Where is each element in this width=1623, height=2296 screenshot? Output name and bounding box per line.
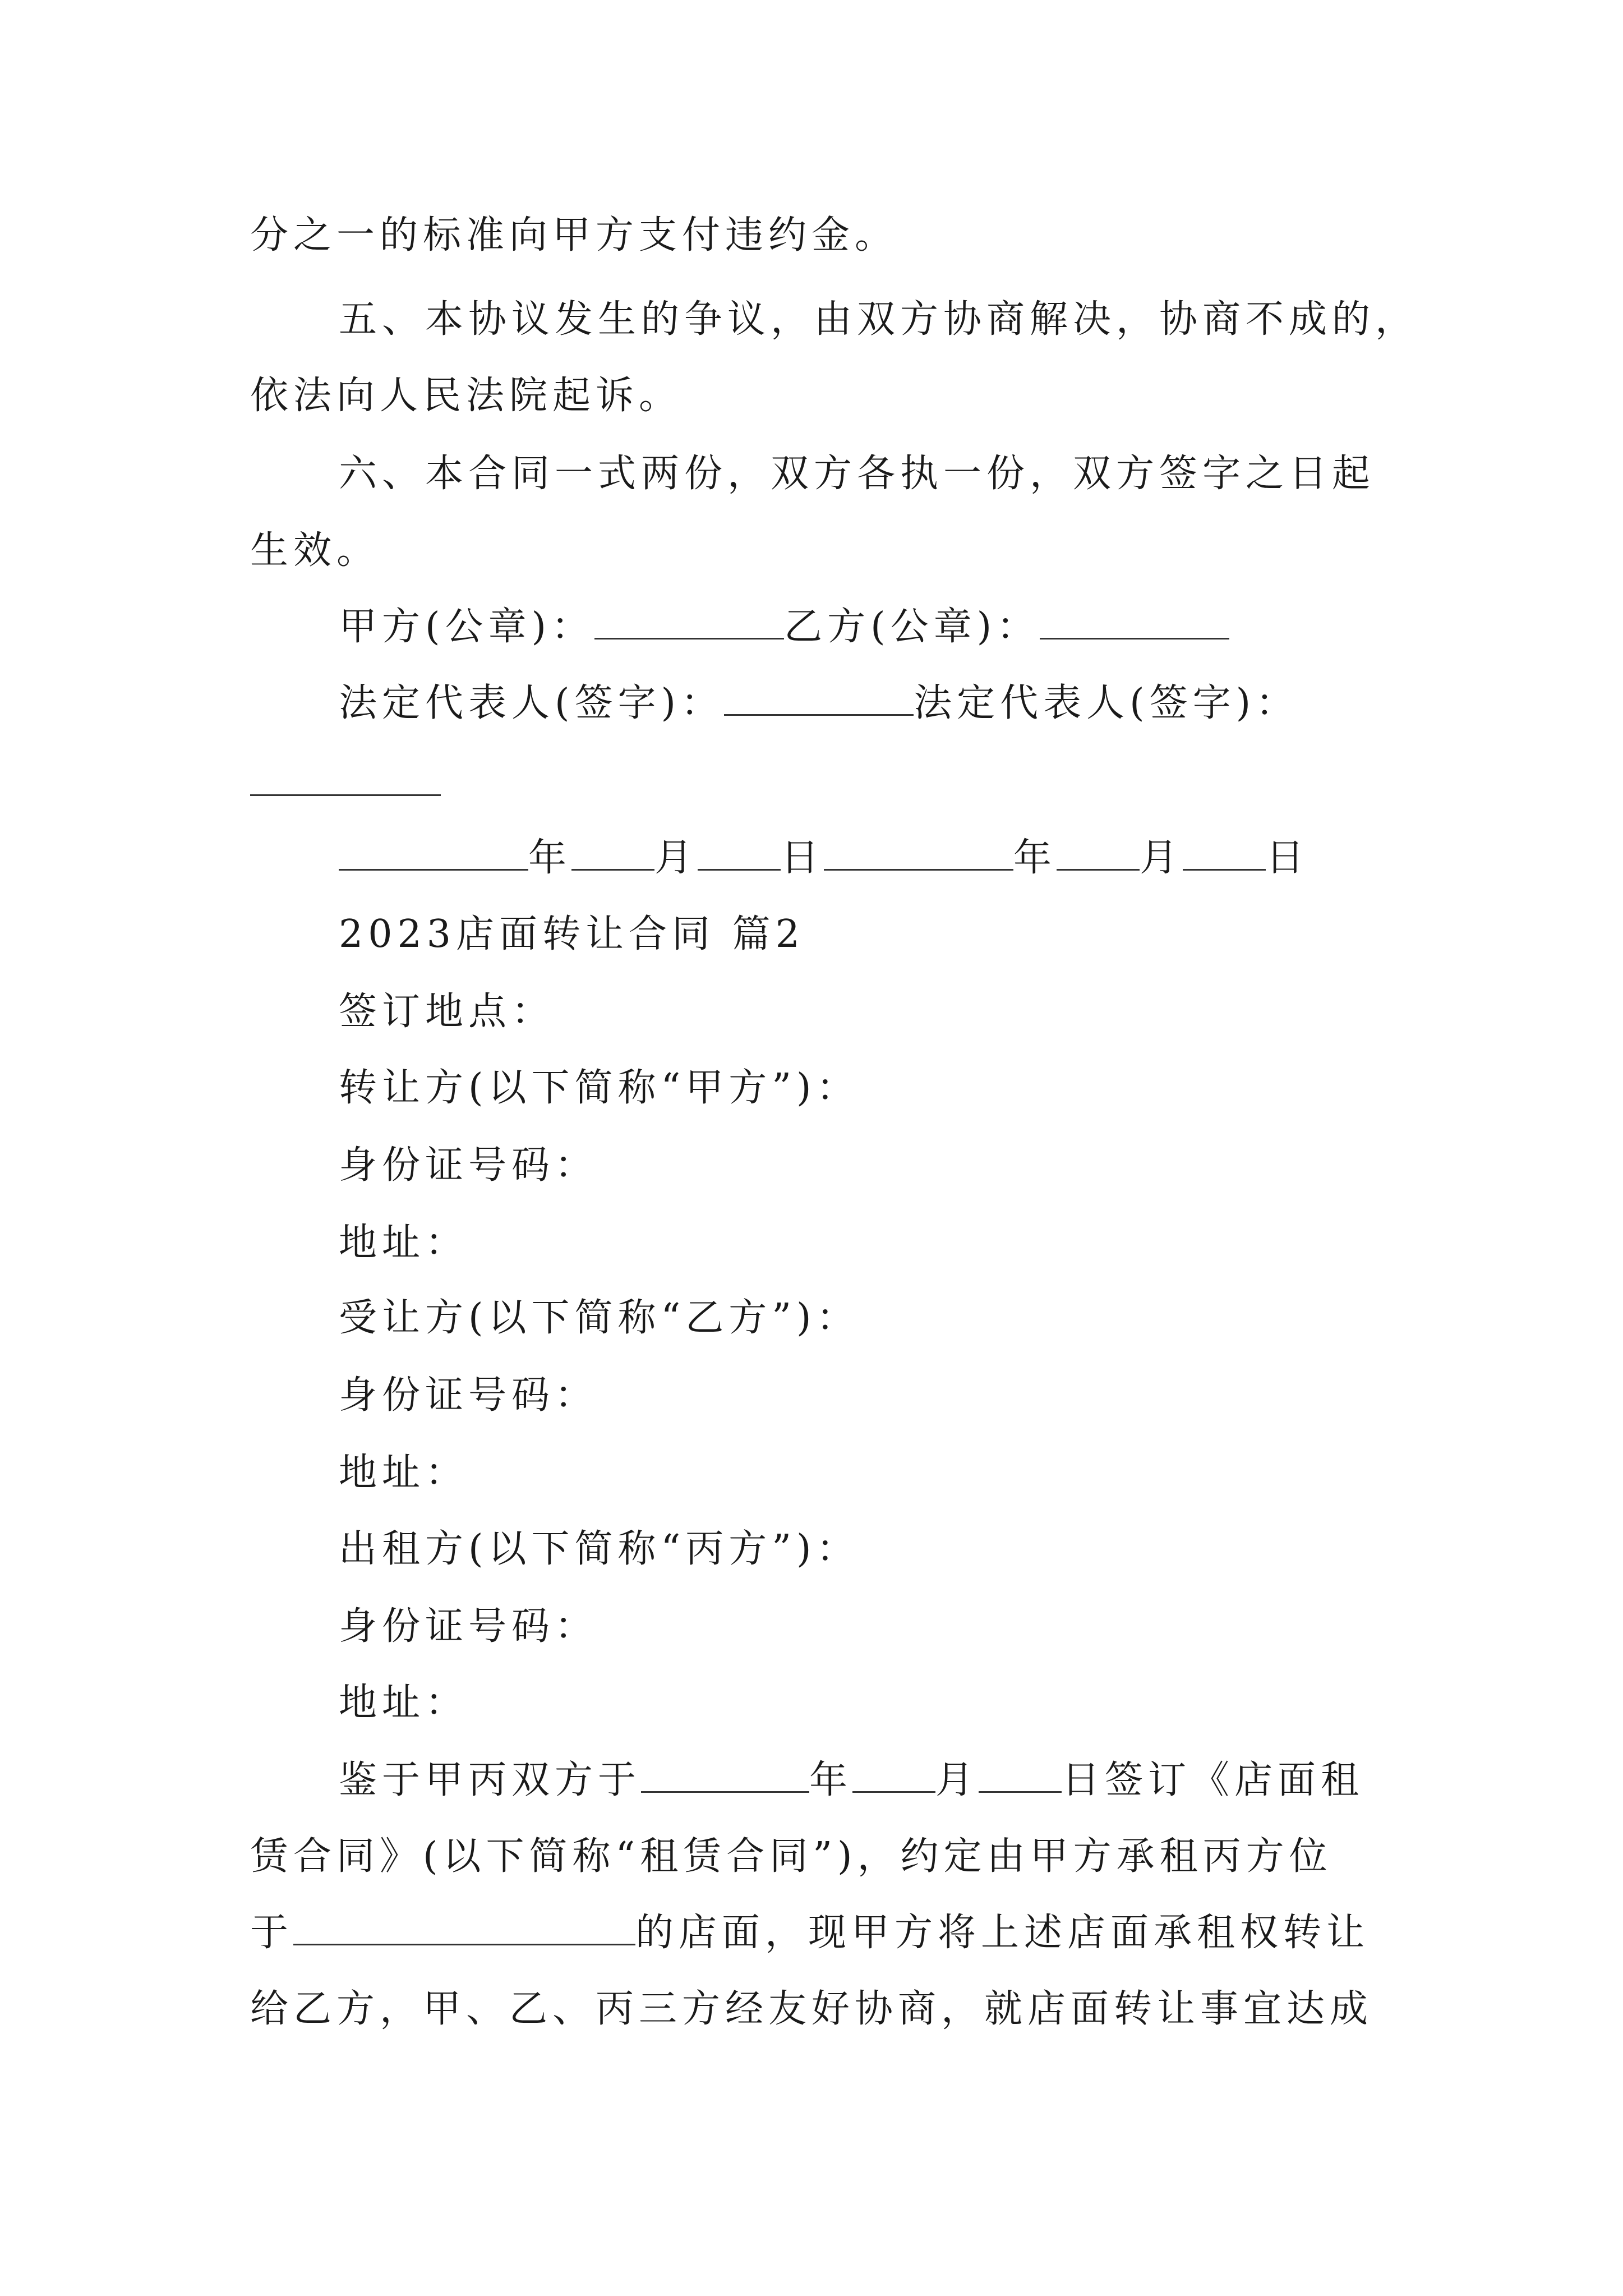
party-a-seal-blank — [594, 601, 784, 639]
paragraph-line: 给乙方，甲、乙、丙三方经友好协商，就店面转让事宜达成 — [250, 1987, 1373, 2031]
field-transferee: 受让方(以下简称“乙方”)： — [339, 1296, 860, 1340]
month-label: 月 — [654, 836, 698, 880]
legal-rep-a-blank — [724, 677, 914, 716]
field-id-number: 身份证号码： — [339, 1373, 598, 1418]
field-address: 地址： — [339, 1221, 469, 1265]
paragraph-line — [250, 1905, 1370, 1961]
year-label: 年 — [1013, 836, 1057, 880]
text-line: 分之一的标准向甲方支付违约金。 — [250, 213, 898, 257]
party-b-seal-label: 乙方(公章)： — [784, 605, 1040, 649]
date-line — [339, 830, 1309, 886]
year-blank — [339, 832, 528, 871]
year-label: 年 — [528, 836, 572, 880]
legal-rep-b-label: 法定代表人(签字)： — [914, 681, 1299, 725]
field-id-number: 身份证号码： — [339, 1143, 598, 1188]
clause-five: 五、本协议发生的争议，由双方协商解决，协商不成的， — [339, 297, 1419, 342]
year-blank — [641, 1754, 809, 1793]
field-address: 地址： — [339, 1451, 469, 1495]
day-blank — [979, 1754, 1062, 1793]
day-blank — [1183, 832, 1266, 871]
paragraph-line — [339, 1752, 1364, 1809]
section-title: 2023店面转让合同 篇2 — [339, 912, 805, 956]
legal-rep-a-label: 法定代表人(签字)： — [339, 681, 725, 725]
party-b-seal-blank — [1040, 601, 1229, 639]
month-blank — [852, 1754, 935, 1793]
field-lessor: 出租方(以下简称“丙方”)： — [339, 1527, 860, 1571]
day-label: 日 — [781, 836, 824, 880]
paragraph-text: 鉴于甲丙双方于 — [339, 1758, 642, 1802]
field-address: 地址： — [339, 1681, 469, 1725]
location-blank — [293, 1907, 635, 1945]
paragraph-text: 于 — [250, 1911, 294, 1955]
paragraph-text: 日签订《店面租 — [1062, 1758, 1364, 1802]
clause-six: 六、本合同一式两份，双方各执一份，双方签字之日起 — [339, 452, 1376, 496]
day-blank — [698, 832, 781, 871]
day-label: 日 — [1266, 836, 1310, 880]
field-transferor: 转让方(以下简称“甲方”)： — [339, 1066, 860, 1110]
month-label: 月 — [935, 1758, 979, 1802]
month-blank — [571, 832, 654, 871]
field-id-number: 身份证号码： — [339, 1604, 598, 1649]
text-line: 依法向人民法院起诉。 — [250, 374, 683, 418]
legal-rep-line — [339, 675, 1299, 731]
year-label: 年 — [809, 1758, 853, 1802]
month-label: 月 — [1140, 836, 1183, 880]
year-blank — [824, 832, 1013, 871]
party-seal-line — [339, 599, 1229, 655]
month-blank — [1057, 832, 1140, 871]
paragraph-line: 赁合同》(以下简称“租赁合同”)，约定由甲方承租丙方位 — [250, 1834, 1332, 1879]
paragraph-text: 的店面，现甲方将上述店面承租权转让 — [635, 1911, 1370, 1955]
field-signing-place: 签订地点： — [339, 990, 555, 1034]
party-a-seal-label: 甲方(公章)： — [339, 605, 595, 649]
legal-rep-b-blank — [250, 794, 441, 796]
text-line: 生效。 — [250, 528, 380, 573]
